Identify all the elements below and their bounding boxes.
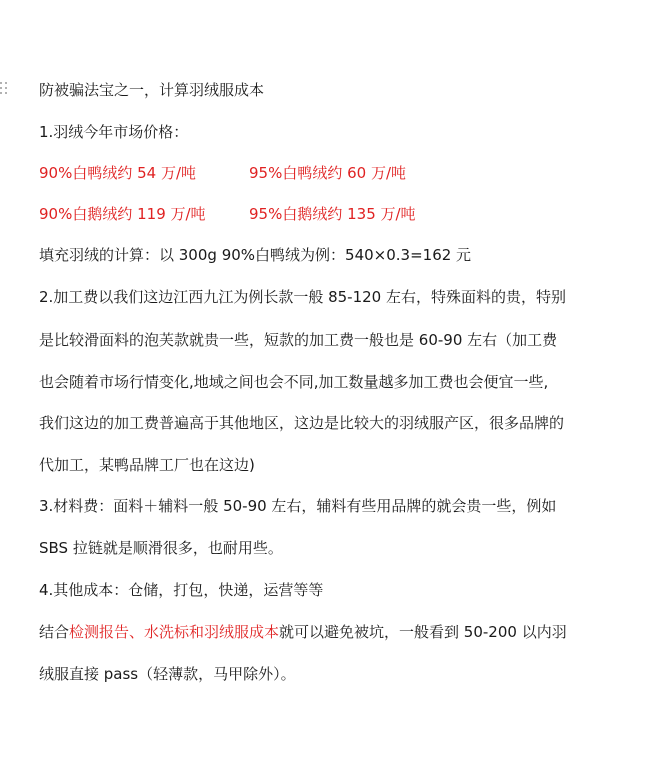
block-drag-handle-icon[interactable]: [0, 82, 8, 96]
conclusion-highlight: 检测报告、水洗标和羽绒服成本: [69, 623, 280, 641]
section4-line: 4.其他成本：仓储，打包，快递，运营等等: [39, 581, 324, 599]
price-row-goose: [39, 204, 416, 224]
section2-line-3: 也会随着市场行情变化,地域之间也会不同,加工数量越多加工费也会便宜一些,: [39, 373, 549, 391]
conclusion-line-1: [39, 622, 567, 642]
price-duck-95: 95%白鸭绒约 60 万/吨: [249, 164, 407, 182]
doc-title: 防被骗法宝之一，计算羽绒服成本: [39, 81, 265, 99]
section1-heading: 1.羽绒今年市场价格：: [39, 123, 189, 141]
price-row-duck: [39, 163, 407, 183]
conclusion-line-2: 绒服直接 pass（轻薄款，马甲除外）。: [39, 665, 296, 683]
section2-line-4: 我们这边的加工费普遍高于其他地区，这边是比较大的羽绒服产区，很多品牌的: [39, 414, 565, 432]
conclusion-prefix: 结合: [39, 623, 70, 641]
conclusion-suffix: 就可以避免被坑，一般看到 50-200 以内羽: [279, 623, 567, 641]
section3-line-1: 3.材料费：面料＋辅料一般 50-90 左右，辅料有些用品牌的就会贵一些，例如: [39, 497, 557, 515]
section2-line-5: 代加工，某鸭品牌工厂也在这边): [39, 456, 255, 474]
filling-calc: 填充羽绒的计算：以 300g 90%白鸭绒为例：540×0.3=162 元: [39, 246, 472, 264]
section2-line-2: 是比较滑面料的泡芙款就贵一些，短款的加工费一般也是 60-90 左右（加工费: [39, 331, 558, 349]
section3-line-2: SBS 拉链就是顺滑很多，也耐用些。: [39, 539, 283, 557]
price-duck-90: 90%白鸭绒约 54 万/吨: [39, 164, 197, 182]
section2-line-1: 2.加工费以我们这边江西九江为例长款一般 85-120 左右，特殊面料的贵，特别: [39, 288, 566, 306]
price-goose-90: 90%白鹅绒约 119 万/吨: [39, 205, 206, 223]
price-goose-95: 95%白鹅绒约 135 万/吨: [249, 205, 416, 223]
